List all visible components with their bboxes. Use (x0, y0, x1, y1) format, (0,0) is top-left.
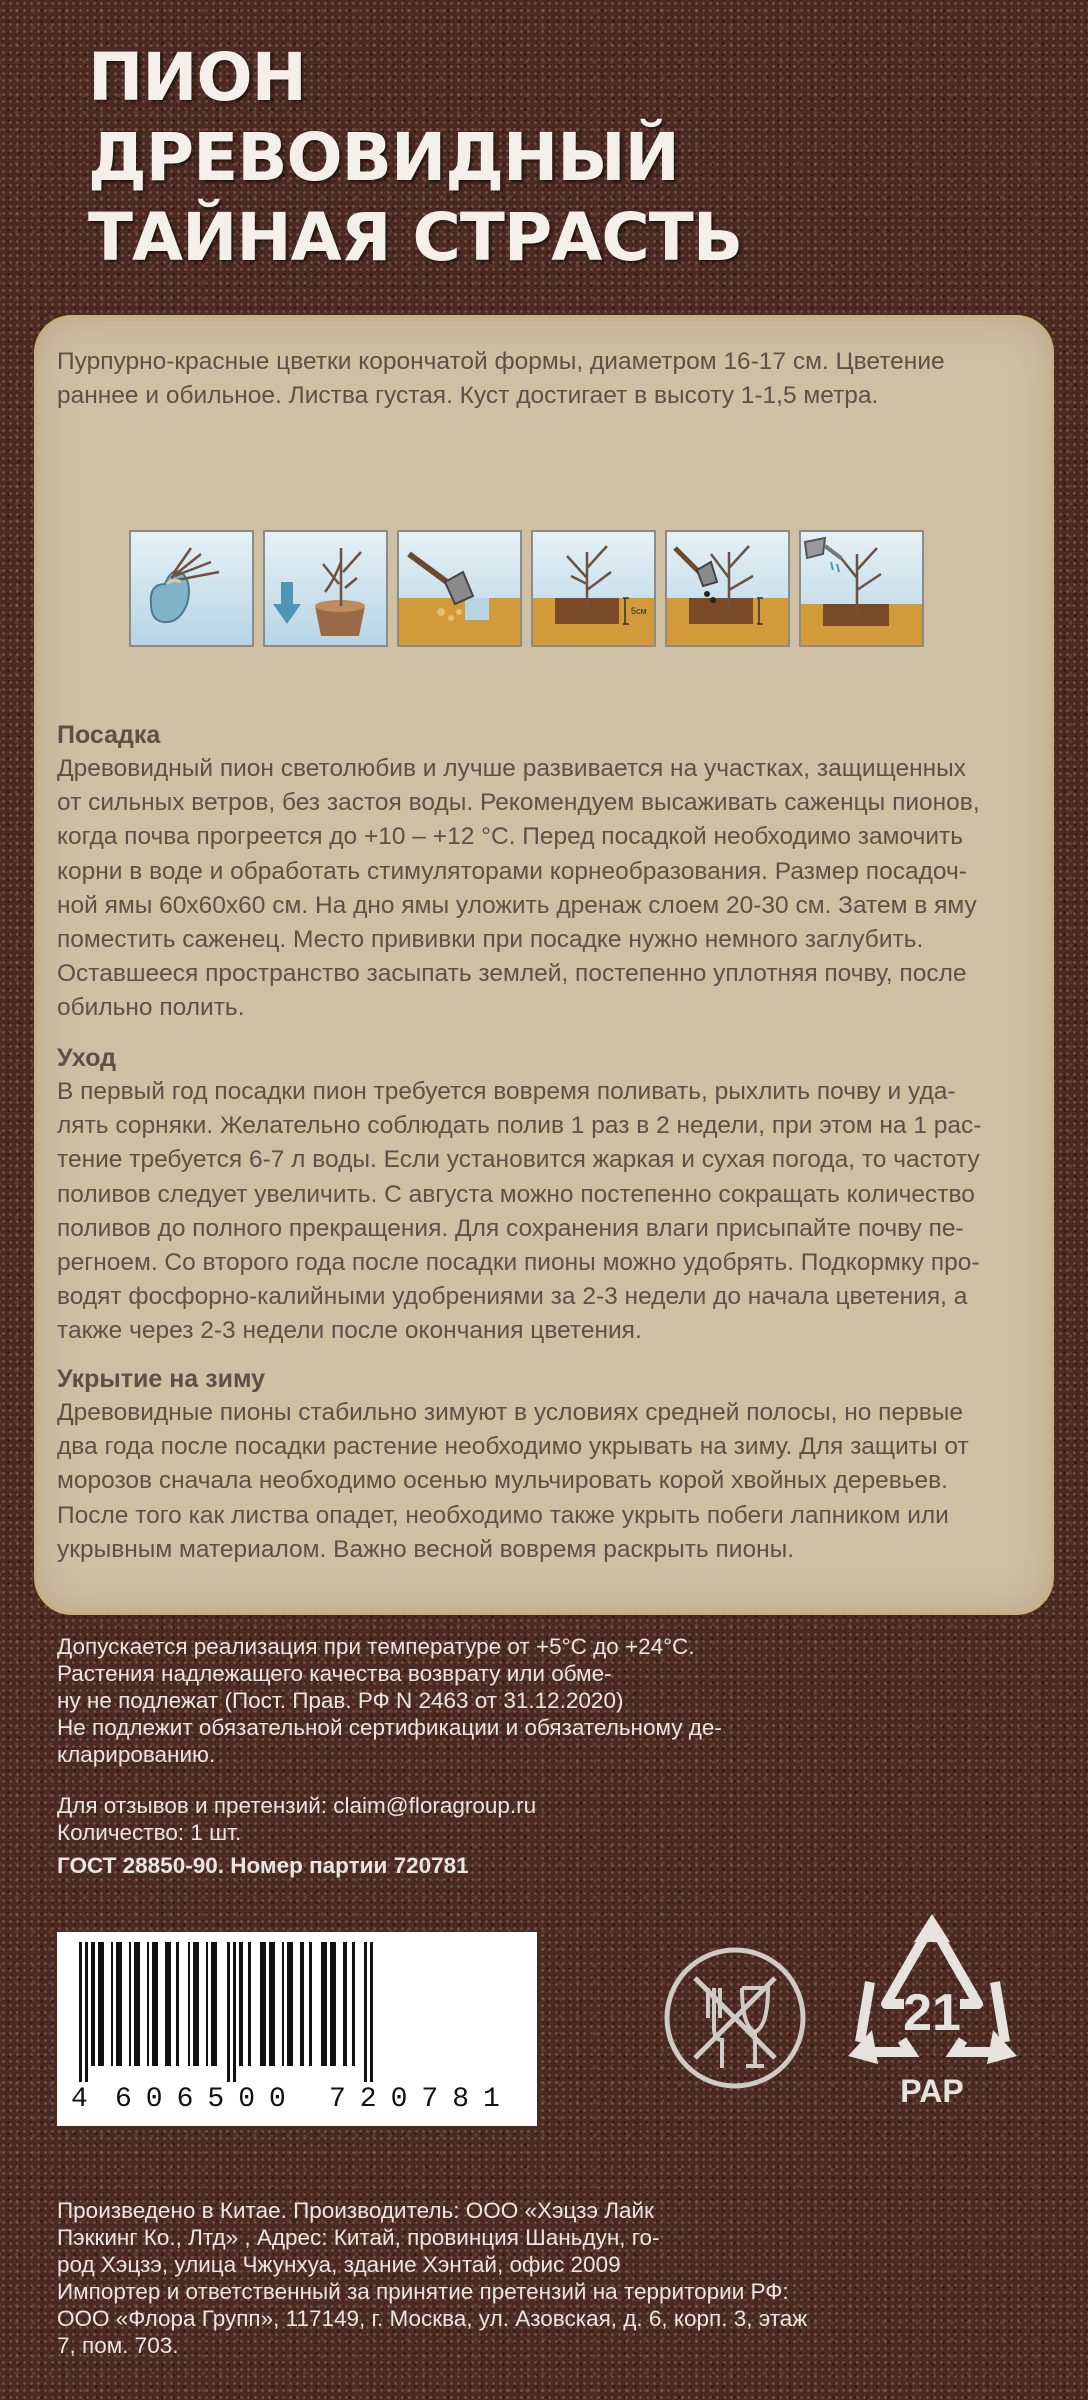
planting-line: когда почва прогреется до +10 – +12 °С. Перед посадкой необходимо замочить (57, 823, 964, 851)
depth-label: 5см (631, 606, 647, 616)
seedling-fertilizer-icon (665, 530, 790, 647)
planting-section (57, 718, 1057, 1026)
legal-line: кларированию. (57, 1742, 216, 1767)
care-line: тение требуется 6-7 л воды. Если установится жаркая и сухая погода, то частоту (57, 1146, 980, 1174)
care-line: В первый год посадки пион требуется вовремя поливать, рыхлить почву и уда- (57, 1078, 956, 1105)
product-title (88, 38, 988, 278)
intro-line-1: Пурпурно-красные цветки корончатой формы, диаметром 16-17 см. Цветение (57, 348, 945, 375)
winter-line: укрывным материалом. Важно весной вовремя раскрыть пионы. (57, 1535, 795, 1563)
barcode-first-digit: 4 (71, 2084, 88, 2115)
winter-section (57, 1362, 1057, 1567)
legal-line: Растения надлежащего качества возврату или обме- (57, 1661, 612, 1686)
barcode-left-group: 606500 (115, 2084, 300, 2115)
watering-can-icon (799, 530, 924, 647)
manufacturer-line: Импортер и ответственный за принятие претензий на территории РФ: (57, 2279, 789, 2304)
care-line: лять сорняки. Желательно соблюдать полив 1 раз в 2 недели, при этом на 1 рас- (57, 1112, 982, 1140)
manufacturer-line: 7, пом. 703. (57, 2333, 179, 2358)
planting-line: от сильных ветров, без застоя воды. Рекомендуем высаживать саженцы пионов, (57, 789, 980, 817)
planting-line: обильно полить. (57, 994, 245, 1022)
care-line: поливов до полного прекращения. Для сохранения влаги присыпайте почву пе- (57, 1214, 964, 1242)
manufacturer-line: род Хэцзэ, улица Чжунхуа, здание Хэнтай, офис 2009 (57, 2252, 621, 2277)
recycle-code: PAP (900, 2073, 964, 2109)
planting-line: ной ямы 60х60х60 см. На дно ямы уложить дренаж слоем 20-30 см. Затем в яму (57, 891, 977, 919)
title-line-3: ТАЙНАЯ СТРАСТЬ (88, 199, 743, 276)
winter-line: После того как листва опадет, необходимо также укрыть побеги лапником или (57, 1501, 949, 1529)
gost-batch: ГОСТ 28850-90. Номер партии 720781 (57, 1853, 469, 1878)
info-card (34, 315, 1054, 1615)
planting-line: поместить саженец. Место прививки при посадке нужно немного заглубить. (57, 926, 924, 954)
bulb-in-water-icon (129, 530, 254, 647)
winter-line: Древовидные пионы стабильно зимуют в условиях средней полосы, но первые (57, 1399, 963, 1426)
title-line-2: ДРЕВОВИДНЫЙ (88, 119, 679, 196)
care-line: также через 2-3 недели после окончания цветения. (57, 1317, 642, 1345)
winter-line: морозов сначала необходимо осенью мульчировать корой хвойных деревьев. (57, 1467, 948, 1495)
legal-line: Допускается реализация при температуре от +5°С до +24°С. (57, 1634, 695, 1659)
potted-seedling-icon (263, 530, 388, 647)
recycle-number: 21 (903, 1984, 961, 2042)
care-line: поливов следует увеличить. С августа можно постепенно сокращать количество (57, 1180, 975, 1208)
manufacturer-line: ООО «Флора Групп», 117149, г. Москва, ул. Азовская, д. 6, корп. 3, этаж (57, 2306, 808, 2331)
planting-steps-illustrations (129, 530, 924, 647)
legal-line: ну не подлежат (Пост. Прав. РФ N 2463 от 31.12.2020) (57, 1688, 624, 1713)
planting-line: Оставшееся пространство засыпать землей, постепенно уплотняя почву, после (57, 960, 967, 988)
planting-heading: Посадка (57, 721, 161, 749)
title-line-1: ПИОН (88, 39, 306, 116)
legal-info (57, 1633, 1017, 1879)
manufacturer-line: Произведено в Китае. Производитель: ООО «Хэцзэ Лайк (57, 2198, 654, 2223)
barcode-bars (75, 1942, 515, 2082)
manufacturer-line: Пэккинг Ко., Лтд» , Адрес: Китай, провинция Шаньдун, го- (57, 2225, 660, 2250)
care-section (57, 1041, 1057, 1349)
care-heading: Уход (57, 1044, 117, 1072)
barcode-digits (71, 2082, 531, 2122)
shovel-digging-icon (397, 530, 522, 647)
claims-contact: Для отзывов и претензий: claim@floragroup.ru (57, 1793, 537, 1818)
care-line: регноем. Со второго года после посадки пионы можно удобрять. Подкормку про- (57, 1249, 980, 1277)
barcode (57, 1932, 537, 2126)
winter-line: два года после посадки растение необходимо укрывать на зиму. Для защиты от (57, 1433, 969, 1461)
intro-line-2: раннее и обильное. Листва густая. Куст достигает в высоту 1-1,5 метра. (57, 382, 879, 409)
recycle-symbol (840, 1912, 1025, 2127)
planting-line: корни в воде и обработать стимуляторами корнеобразования. Размер посадоч- (57, 857, 967, 885)
seedling-in-pit-icon (531, 530, 656, 647)
planting-line: Древовидный пион светолюбив и лучше развивается на участках, защищенных (57, 755, 967, 782)
quantity: Количество: 1 шт. (57, 1820, 242, 1845)
not-for-food-icon (650, 1918, 820, 2118)
barcode-right-group: 720781 (329, 2084, 514, 2115)
manufacturer-info (57, 2197, 1017, 2359)
winter-heading: Укрытие на зиму (57, 1365, 266, 1393)
intro-description (57, 345, 1057, 413)
care-line: водят фосфорно-калийными удобрениями за 2-3 недели до начала цветения, а (57, 1283, 968, 1311)
legal-line: Не подлежит обязательной сертификации и обязательному де- (57, 1715, 722, 1740)
